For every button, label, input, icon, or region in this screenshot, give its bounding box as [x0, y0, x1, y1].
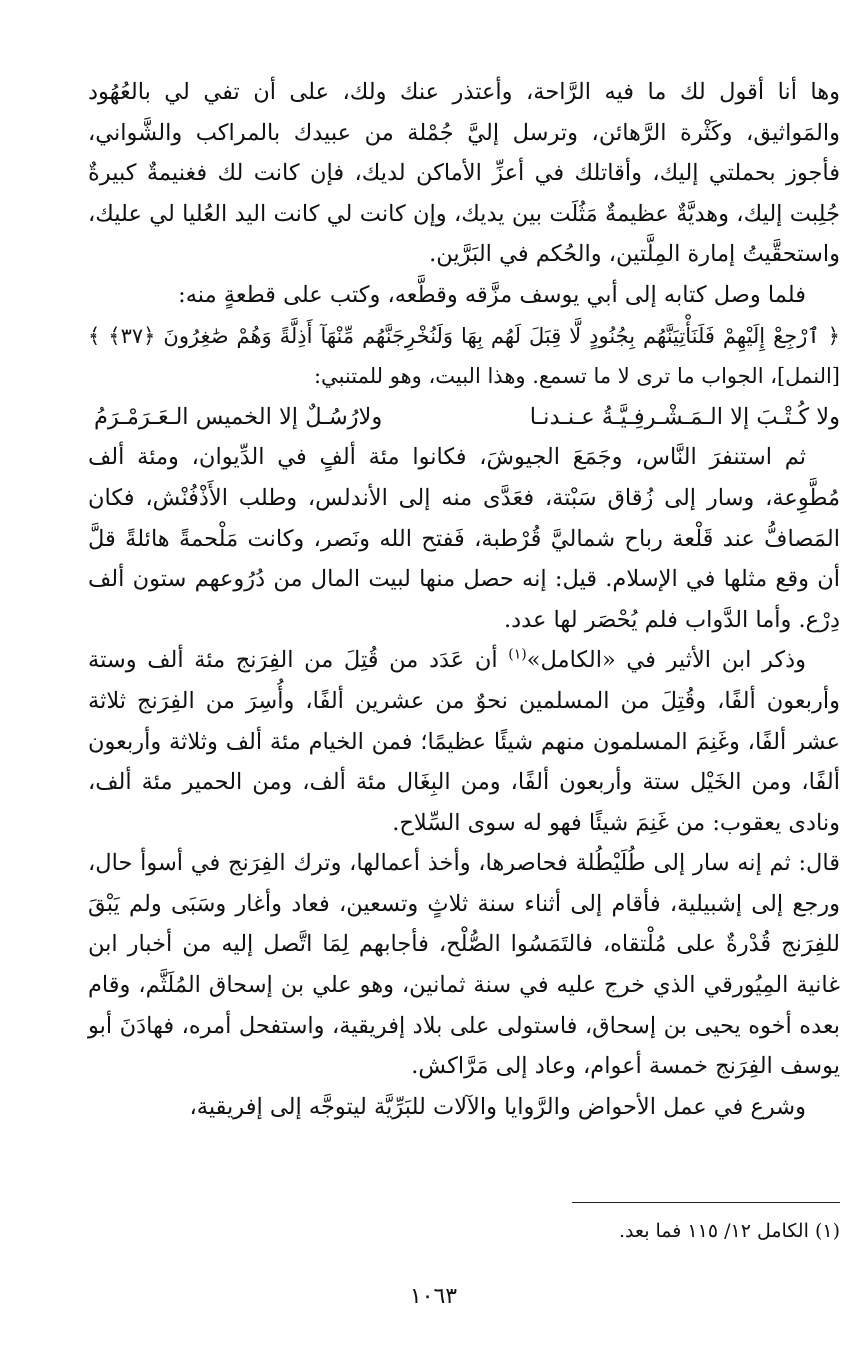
paragraph-army: ثم استنفرَ النَّاس، وجَمَعَ الجيوشَ، فكانوا مئة ألفٍ في الدِّيوان، ومئة ألف مُطَّوِعة، وسار إلى زُقاق سَبْتة، فعَدَّى منه إلى الأندلس، وطلب الأَذْفُنْش، فكان المَصافُّ عند قَلْعة رباح شماليَّ قُرْطبة، فَفتح الله ونَصر، وكانت مَلْحمةً هائلةً قلَّ أن وقع مثلها في الإسلام. قيل: إنه حصل منها لبيت المال من دُرُوعهم ستون ألف دِرْع. وأما الدَّواب فلم يُحْصَر لها عدد.	[88, 444, 840, 633]
ibn-athir-text: أن عَدَد من قُتِلَ من الفِرَنج مئة ألف وستة وأربعون ألفًا، وقُتِلَ من المسلمين نحوٌ من عشرين ألفًا، وأُسِرَ من الفِرَنج ثلاثة عشر ألفًا، وغَنِمَ المسلمون منهم شيئًا عظيمًا؛ فمن الخيام مئة ألف وثلاثة وأربعون ألفًا، ومن الخَيْل ستة وأربعون ألفًا، ومن البِغَال مئة ألف، ومن الحمير مئة ألف، ونادى يعقوب: من غَنِمَ شيئًا فهو له سوى السِّلاح.	[88, 647, 840, 836]
main-text	[88, 72, 840, 1127]
footnote-text: الكامل ١٢/ ١١٥ فما بعد.	[619, 1220, 809, 1242]
paragraph-ifriqiya: وشرع في عمل الأحواض والرَّوايا والآلات للبَرِّيَّة ليتوجَّه إلى إفريقية،	[189, 1093, 806, 1120]
paragraph-letter: وها أنا أقول لك ما فيه الرَّاحة، وأعتذر عنك ولك، على أن تفي لي بالعُهُود والمَواثيق، وكَثْرة الرَّهائن، وترسل إليَّ جُمْلة من عبيدك بالمراكب والشَّواني، فأجوز بحملتي إليك، وأقاتلك في أعزِّ الأماكن لديك، فإن كانت لك فغنيمةٌ كبيرةٌ جُلِبت إليك، وهديَّةٌ عظيمةٌ مَثُلَت بين يديك، وإن كانت لي كانت اليد العُليا لي عليك، واستحقَّيتُ إمارة المِلَّتين، والحُكم في البَرَّين.	[88, 79, 840, 268]
paragraph-reply: فلما وصل كتابه إلى أبي يوسف مزَّقه وقطَّعه، وكتب على قطعةٍ منه:	[178, 281, 806, 308]
footnote	[88, 1216, 840, 1246]
paragraph-ibn-athir	[88, 640, 840, 843]
paragraph-toledo: قال: ثم إنه سار إلى طُلَيْطُلة فحاصرها، وأخذ أعمالها، وترك الفِرَنج في أسوأ حال، ورجع إلى إشبيلية، فأقام إلى أثناء سنة ثلاثٍ وتسعين، فعاد وأغار وسَبَى ولم يَبْقَ للفِرَنج قُدْرةٌ على مُلْتقاه، فالتَمَسُوا الصُّلْح، فأجابهم لِمَا اتَّصل إليه من أخبار ابن غانية المِيُورقي الذي خرج عليه في سنة ثمانين، وهو علي بن إسحاق المُلَثَّم، وقام بعده أخوه يحيى بن إسحاق، فاستولى على بلاد إفريقية، واستفحل أمره، فهادَنَ أبو يوسف الفِرَنج خمسة أعوام، وعاد إلى مَرَّاكش.	[88, 850, 840, 1080]
page-number: ١٠٦٣	[409, 1284, 458, 1309]
footnote-divider	[572, 1202, 840, 1203]
poem-second-hemistich: ولارُسُـلٌ إلا الخميس الـعَـرَمْـرَمُ	[94, 403, 383, 430]
footnote-number: (١)	[814, 1220, 840, 1242]
poem-first-hemistich: ولا كُـتْـبَ إلا الـمَـشْـرفِـيَّـةُ عـنـدنـا	[529, 403, 840, 430]
poem-verse	[88, 397, 840, 438]
quran-verse-paragraph: ﴿ ٱرْجِعْ إِلَيْهِمْ فَلَنَأْتِيَنَّهُم بِجُنُودٍ لَّا قِبَلَ لَهُم بِهَا وَلَنُخْرِجَنَّهُم مِّنْهَآ أَذِلَّةً وَهُمْ صَٰغِرُونَ ﴿٣٧﴾ ﴾ [النمل]، الجواب ما ترى لا ما تسمع. وهذا البيت، وهو للمتنبي:	[88, 323, 840, 389]
ibn-athir-intro: وذكر ابن الأثير في «الكامل»	[526, 647, 806, 674]
footnote-marker: (١)	[508, 646, 527, 663]
page-body	[88, 72, 840, 1127]
